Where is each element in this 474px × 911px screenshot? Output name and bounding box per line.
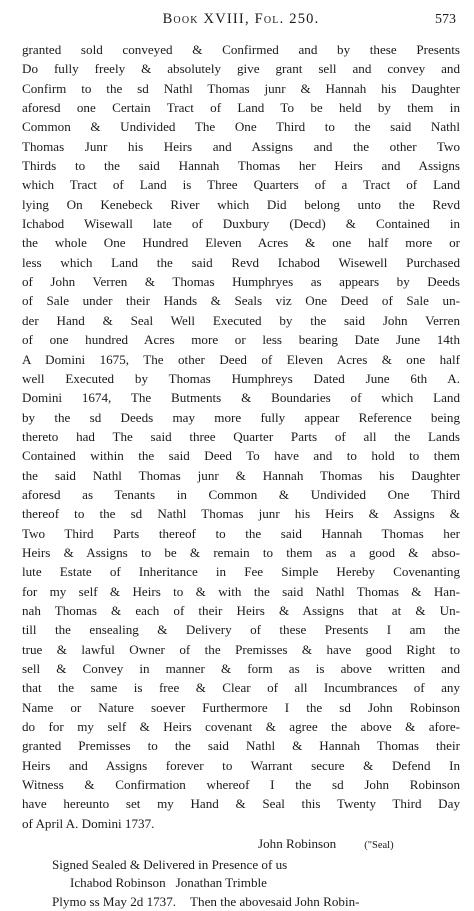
witness-names bbox=[22, 874, 460, 893]
text-line: till the ensealing & Delivery of these Presents I am the bbox=[22, 622, 460, 638]
text-line: of Sale under their Hands & Seals viz One Deed of Sale un- bbox=[22, 293, 460, 309]
text-line: Witness & Confirmation whereof I the sd John Robinson bbox=[22, 777, 460, 793]
text-line: Heirs & Assigns to be & remain to them as a good & abso- bbox=[22, 544, 460, 560]
page-header bbox=[22, 6, 460, 34]
acknowledgment-place-date: Plymo ss May 2d 1737. bbox=[52, 893, 177, 909]
acknowledgment-text: Then the abovesaid John Robin- bbox=[190, 893, 360, 909]
text-line: Do fully freely & absolutely give grant sell and convey and bbox=[22, 61, 460, 77]
text-line: der Hand & Seal Well Executed by the said John Verren bbox=[22, 312, 460, 328]
text-line: granted Premisses to the said Nathl & Hannah Thomas their bbox=[22, 738, 460, 754]
text-line: do for my self & Heirs covenant & agree the above & afore- bbox=[22, 719, 460, 735]
text-line: lute Estate of Inheritance in Fee Simple Hereby Covenanting bbox=[22, 564, 460, 580]
seal-mark: ("Seal) bbox=[364, 840, 394, 852]
text-line: by the sd Deeds may more fully appear Reference being bbox=[22, 409, 460, 425]
text-line: granted sold conveyed & Confirmed and by these Presents bbox=[22, 42, 460, 57]
text-line: for my self & Heirs to & with the said Nathl Thomas & Han- bbox=[22, 583, 460, 599]
text-line: Confirm to the sd Nathl Thomas junr & Hannah his Daughter bbox=[22, 80, 460, 96]
text-line: thereto had The said three Quarter Parts of all the Lands bbox=[22, 428, 460, 444]
signature-block bbox=[22, 835, 460, 911]
text-line: aforesd as Tenants in Common & Undivided One Third bbox=[22, 486, 460, 502]
text-line: Ichabod Wisewall late of Duxbury (Decd) & Contained in bbox=[22, 216, 460, 232]
text-line: of April A. Domini 1737. bbox=[22, 815, 155, 831]
signature-row bbox=[22, 835, 460, 856]
signer-name: John Robinson bbox=[258, 836, 337, 852]
text-line: Heirs and Assigns forever to Warrant secure & Defend In bbox=[22, 757, 460, 773]
text-line: that the same is free & Clear of all Incumbrances of any bbox=[22, 680, 460, 696]
text-line: have hereunto set my Hand & Seal this Twenty Third Day bbox=[22, 796, 460, 812]
acknowledgment-line bbox=[22, 893, 460, 911]
text-line: lying On Kenebeck River which Did belong unto the Revd bbox=[22, 196, 460, 212]
text-line: of John Verren & Thomas Humphryes as appears by Deeds bbox=[22, 274, 460, 290]
text-line: nah Thomas & each of their Heirs & Assigns that at & Un- bbox=[22, 602, 460, 618]
text-line: Name or Nature soever Furthermore I the sd John Robinson bbox=[22, 699, 460, 715]
text-line: which Tract of Land is Three Quarters of a Tract of Land bbox=[22, 177, 460, 193]
text-line: true & lawful Owner of the Premisses & have good Right to bbox=[22, 641, 460, 657]
text-line: sell & Convey in manner & form as is above written and bbox=[22, 661, 460, 676]
text-line: the said Nathl Thomas junr & Hannah Thomas his Daughter bbox=[22, 467, 460, 483]
book-folio-title: Book XVIII, Fol. 250. bbox=[162, 11, 320, 27]
witness-name: Jonathan Trimble bbox=[175, 875, 267, 891]
text-line: Contained within the said Deed To have and to hold to them bbox=[22, 448, 460, 464]
text-line: aforesd one Certain Tract of Land To be held by them in bbox=[22, 100, 460, 116]
text-line: the whole One Hundred Eleven Acres & one half more or bbox=[22, 235, 460, 251]
text-line: Domini 1674, The Butments & Boundaries of which Land bbox=[22, 390, 460, 406]
text-line: well Executed by Thomas Humphreys Dated June 6th A. bbox=[22, 370, 460, 386]
text-line: of one hundred Acres more or less bearing Date June 14th bbox=[22, 332, 460, 348]
text-line: thereof to the sd Nathl Thomas junr his Heirs & Assigns & bbox=[22, 506, 460, 522]
text-line: less which Land the said Revd Ichabod Wisewell Purchased bbox=[22, 254, 460, 270]
text-line: Common & Undivided The One Third to the said Nathl bbox=[22, 119, 460, 135]
deed-text bbox=[22, 40, 460, 833]
page-number: 573 bbox=[435, 12, 456, 27]
witness-name: Ichabod Robinson bbox=[70, 875, 166, 891]
text-line: Thirds to the said Hannah Thomas her Heirs and Assigns bbox=[22, 158, 460, 174]
witness-statement: Signed Sealed & Delivered in Presence of us bbox=[52, 856, 288, 872]
text-line: A Domini 1675, The other Deed of Eleven Acres & one half bbox=[22, 351, 460, 367]
text-line: Two Third Parts thereof to the said Hannah Thomas her bbox=[22, 525, 460, 541]
text-line: Thomas Junr his Heirs and Assigns and the other Two bbox=[22, 138, 460, 154]
